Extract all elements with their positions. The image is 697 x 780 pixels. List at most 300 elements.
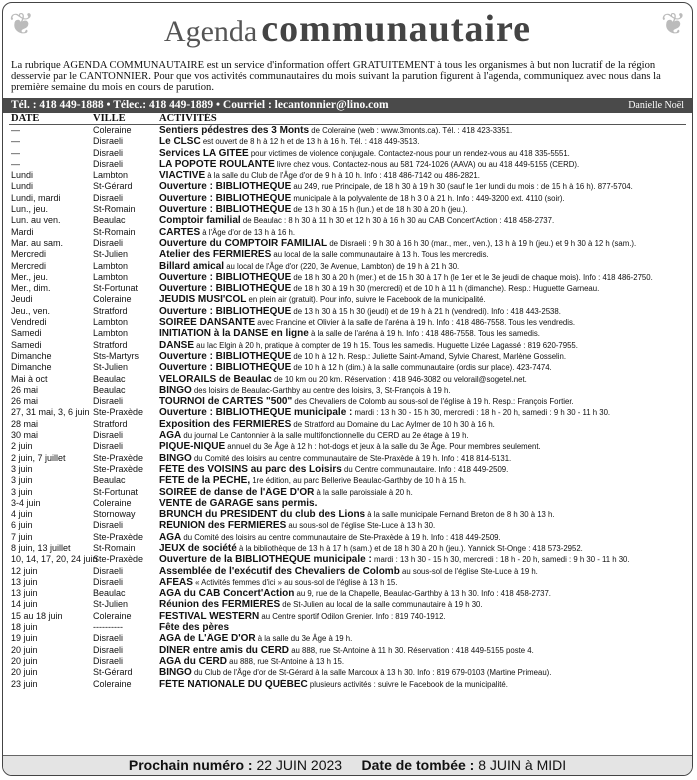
row-activity-details: au 888, rue St-Antoine à 11 h 30. Réservation : 418 449-5155 poste 4. <box>289 645 534 655</box>
row-activity-details: au 888, rue St-Antoine à 13 h 15. <box>226 656 345 666</box>
row-date: — <box>11 125 20 135</box>
row-activity <box>159 374 689 385</box>
row-activity-title: LA POPOTE ROULANTE <box>159 158 275 170</box>
column-activites: ACTIVITÉS <box>159 113 217 124</box>
row-date: Jeu., ven. <box>11 305 51 316</box>
row-activity-details: au sous-sol de l'église Ste-Luce à 13 h 30. <box>286 521 436 531</box>
row-ville: Disraeli <box>93 633 124 644</box>
row-activity-details: de 10 h à 12 h. Resp.: Juliette Saint-Amand, Sylvie Charest, Marlène Gosselin. <box>291 351 567 361</box>
row-activity-title: FÊTE NATIONALE DU QUÉBEC <box>159 678 308 690</box>
row-activity <box>159 656 689 667</box>
table-row <box>9 136 686 147</box>
row-activity-title: VENTE de GARAGE sans permis. <box>159 497 318 509</box>
row-activity-details: au sous-sol de l'église Ste-Luce à 19 h. <box>399 566 538 576</box>
table-row <box>9 328 686 339</box>
table-row <box>9 317 686 328</box>
agenda-list <box>9 125 686 690</box>
row-ville: Lambton <box>93 260 129 271</box>
row-ville: Beaulac <box>93 215 126 226</box>
table-row <box>9 249 686 260</box>
row-date: 4 juin <box>11 509 33 520</box>
row-date: — <box>11 147 20 158</box>
row-activity-details: de 10 km ou 20 km. Réservation : 418 946-3082 ou velorail@sogetel.net. <box>271 374 527 384</box>
deadline-date: 8 JUIN à MIDI <box>478 757 567 773</box>
title-small: Agenda <box>163 15 258 48</box>
row-activity-title: Services LA GITÉE <box>159 147 249 159</box>
row-date: Dimanche <box>11 362 52 373</box>
column-ville: VILLE <box>93 113 126 124</box>
row-activity-title: Ouverture : BIBLIOTHÈQUE <box>159 192 292 204</box>
row-activity-title: SOIRÉE de danse de l'ÂGE D'OR <box>159 486 315 498</box>
row-date: 28 mai <box>11 418 39 429</box>
table-row <box>9 283 686 294</box>
row-activity-title: Ouverture : BIBLIOTHÈQUE <box>159 283 292 295</box>
table-row <box>9 238 686 249</box>
row-activity-title: DÎNER entre amis du CERD <box>159 644 290 656</box>
row-date: Mer., dim. <box>11 283 51 294</box>
row-date: 13 juin <box>11 576 38 587</box>
row-date: 20 juin <box>11 667 38 678</box>
row-activity <box>159 599 689 610</box>
row-ville: Stornoway <box>93 509 136 520</box>
table-row <box>9 554 686 565</box>
row-activity-details: « Activités femmes d'ici » au sous-sol de l'église à 13 h 15. <box>192 577 398 587</box>
row-activity <box>159 577 689 588</box>
row-activity-title: Fête des pères <box>159 622 230 634</box>
agenda-frame <box>2 2 693 776</box>
row-date: Lun. au ven. <box>11 215 61 226</box>
row-date: Mar. au sam. <box>11 237 64 248</box>
ornament-left-icon: ❦ <box>9 8 35 41</box>
row-activity <box>159 261 689 272</box>
row-activity <box>159 645 689 656</box>
row-activity <box>159 633 689 644</box>
row-activity-title: AGA du CAB Concert'Action <box>159 588 295 600</box>
table-row <box>9 227 686 238</box>
row-ville: St-Romain <box>93 204 136 215</box>
row-date: 15 au 18 juin <box>11 610 63 621</box>
row-date: Lun., jeu. <box>11 204 49 215</box>
row-activity-details: au Centre sportif Odilon Grenier. Info : 819 740-1912. <box>259 611 446 621</box>
row-activity <box>159 136 689 147</box>
table-row <box>9 294 686 305</box>
table-row <box>9 272 686 283</box>
row-ville: Disraeli <box>93 565 124 576</box>
row-date: 14 juin <box>11 599 38 610</box>
row-activity-title: Ouverture : BIBLIOTHÈQUE <box>159 204 292 216</box>
row-activity-details: à la salle du Club de l'Âge d'or de 9 h à 10 h. Info : 418 486-7142 ou 486-2821. <box>205 171 480 181</box>
row-activity-details: mardi : 13 h 30 - 15 h 30, mercredi : 18 h - 20 h, samedi : 9 h 30 - 11 h 30. <box>371 555 630 565</box>
row-ville: St-Romain <box>93 542 136 553</box>
row-ville: Sts-Martyrs <box>93 350 139 361</box>
table-row <box>9 543 686 554</box>
table-row <box>9 520 686 531</box>
row-activity-details: à la salle paroissiale à 20 h. <box>314 487 413 497</box>
row-activity-title: FÊTE de la PÊCHE, <box>159 475 251 487</box>
row-activity-details: municipale à la polyvalente de 18 h 3 0 à 21 h. Info : 449-3200 ext. 4110 (soir). <box>291 193 565 203</box>
row-activity-details: du Centre communautaire. Info : 418 449-2509. <box>341 464 509 474</box>
row-date: Mercredi <box>11 260 47 271</box>
row-activity <box>159 554 689 565</box>
row-ville: Disraeli <box>93 192 124 203</box>
table-row <box>9 645 686 656</box>
row-activity <box>159 204 689 215</box>
row-activity-title: AFEAS <box>159 576 193 588</box>
row-activity-details: 1re édition, au parc Bellerive Beaulac-Garthby de 10 h à 15 h. <box>250 476 466 486</box>
row-activity-details: est ouvert de 8 h à 12 h et de 13 h à 16 h. Tél. : 418 449-3513. <box>200 137 420 147</box>
row-ville: Stratford <box>93 305 128 316</box>
row-ville: ---------- <box>93 622 123 633</box>
row-activity-details: du journal Le Cantonnier à la salle multifonctionnelle du CERD au 2e étage à 19 h. <box>181 431 469 441</box>
row-activity-details: de St-Julien au local de la salle communautaire à 19 h 30. <box>280 600 483 610</box>
row-activity-title: AGA <box>159 531 182 543</box>
row-ville: Coleraine <box>93 678 132 689</box>
row-activity-details: de 13 h 30 à 15 h 30 (jeudi) et de 19 h à 21 h (vendredi). Info : 418 443-2538. <box>291 306 561 316</box>
row-activity <box>159 215 689 226</box>
table-row <box>9 340 686 351</box>
row-ville: Disraeli <box>93 158 124 169</box>
row-activity-details: au lac Elgin à 20 h, pratique à compter de 19 h 15. Tous les samedis. Huguette Lizée Lagassé : 819 620-7955. <box>194 340 578 350</box>
row-ville: Coleraine <box>93 294 132 305</box>
table-row <box>9 441 686 452</box>
row-date: Lundi <box>11 181 34 192</box>
row-date: 20 juin <box>11 644 38 655</box>
row-activity-details: avec Francine et Olivier à la salle de l'aréna à 19 h. Info : 418 486-7558. Tous les vendredis. <box>255 318 576 328</box>
page-title <box>3 7 692 51</box>
table-row <box>9 362 686 373</box>
table-row <box>9 374 686 385</box>
table-row <box>9 599 686 610</box>
row-activity-title: Ouverture de la BIBLIOTHÈQUE municipale : <box>159 554 372 566</box>
row-activity <box>159 611 689 622</box>
table-row <box>9 193 686 204</box>
table-row <box>9 656 686 667</box>
row-date: 3 juin <box>11 475 33 486</box>
row-activity-title: Comptoir familial <box>159 215 241 227</box>
row-activity-details: du Comité des loisirs au centre communautaire de Ste-Praxède à 19 h. Info : 418 814-5131. <box>191 453 512 463</box>
row-activity-title: Ouverture du COMPTOIR FAMILIAL <box>159 237 328 249</box>
row-ville: Disraeli <box>93 441 124 452</box>
row-date: Lundi <box>11 170 34 181</box>
row-activity <box>159 238 689 249</box>
row-date: 2 juin, 7 juillet <box>11 452 66 463</box>
row-activity-details: de Stratford au Domaine du Lac Aylmer de 10 h 30 à 16 h. <box>291 419 495 429</box>
column-date: DATE <box>11 113 40 124</box>
row-ville: Ste-Praxède <box>93 407 144 418</box>
row-activity <box>159 566 689 577</box>
row-activity-details: du Comité des loisirs au centre communautaire de Ste-Praxède à 19 h. Info : 418 449-2509. <box>181 532 501 542</box>
row-activity <box>159 430 689 441</box>
row-date: Lundi, mardi <box>11 192 61 203</box>
row-activity-title: BINGO <box>159 667 192 679</box>
row-activity-details: de 13 h 30 à 15 h (lun.) et de 18 h 30 à 20 h (jeu.). <box>291 205 468 215</box>
row-activity-details: plusieurs activités : suivre le Facebook de la municipalité. <box>307 679 508 689</box>
row-activity-title: VÉLORAILS de Beaulac <box>159 373 272 385</box>
row-activity <box>159 475 689 486</box>
row-activity <box>159 396 689 407</box>
row-activity-title: DANSE <box>159 339 195 351</box>
row-activity <box>159 170 689 181</box>
row-activity-title: JEUX de société <box>159 542 237 554</box>
deadline-label: Date de tombée : <box>361 757 475 773</box>
row-activity-details: de 10 h à 12 h (dim.) à la salle communautaire (ordis sur place). 423-7474. <box>291 363 552 373</box>
table-row <box>9 453 686 464</box>
row-activity-details: du Club de l'Âge d'or de St-Gérard à la salle Marcoux à 13 h 30. Info : 819 679-0103 (Martine Primeau). <box>191 668 552 678</box>
row-date: — <box>11 158 20 169</box>
table-row <box>9 181 686 192</box>
row-date: 8 juin, 13 juillet <box>11 542 71 553</box>
row-activity <box>159 227 689 238</box>
row-date: 12 juin <box>11 565 38 576</box>
row-activity-title: RÉUNION des FERMIÈRES <box>159 520 287 532</box>
row-date: 7 juin <box>11 531 33 542</box>
row-activity-title: FÊTE des VOISINS au parc des Loisirs <box>159 463 342 475</box>
row-activity <box>159 543 689 554</box>
row-date: Dimanche <box>11 350 52 361</box>
table-row <box>9 577 686 588</box>
row-activity-details: de 18 h 30 à 20 h (mer.) et de 15 h 30 à 17 h (le 1er et le 3e jeudi de chaque mois). Info : 418 486-2750. <box>291 272 653 282</box>
row-activity-title: BINGO <box>159 384 192 396</box>
table-row <box>9 407 686 418</box>
row-activity-details: à la salle du 3e Âge à 19 h. <box>255 634 353 644</box>
table-row <box>9 611 686 622</box>
row-activity-title: AGA du CERD <box>159 655 227 667</box>
row-activity <box>159 294 689 305</box>
row-activity <box>159 306 689 317</box>
row-ville: St-Gérard <box>93 667 133 678</box>
row-date: 19 juin <box>11 633 38 644</box>
row-date: Mai à oct <box>11 373 48 384</box>
row-date: 30 mai <box>11 430 39 441</box>
table-row <box>9 170 686 181</box>
row-ville: Disraeli <box>93 576 124 587</box>
row-activity <box>159 487 689 498</box>
title-banner <box>3 3 692 58</box>
row-ville: Lambton <box>93 170 129 181</box>
row-activity-details: au 249, rue Principale, de 18 h 30 à 19 h 30 (sauf le 1er lundi du mois : de 15 h à 16 h). 877-5704. <box>291 182 633 192</box>
row-date: Samedi <box>11 328 42 339</box>
table-row <box>9 464 686 475</box>
row-ville: Ste-Praxède <box>93 452 144 463</box>
row-activity-title: Ouverture : BIBLIOTHÈQUE municipale : <box>159 407 353 419</box>
table-row <box>9 475 686 486</box>
row-date: 27, 31 mai, 3, 6 juin <box>11 407 90 418</box>
row-activity <box>159 385 689 396</box>
row-ville: Stratford <box>93 418 128 429</box>
row-date: 3 juin <box>11 486 33 497</box>
row-activity-title: BRUNCH du PRÉSIDENT du club des Lions <box>159 509 366 521</box>
column-headers <box>9 113 686 125</box>
row-ville: Disraeli <box>93 396 124 407</box>
row-activity <box>159 588 689 599</box>
row-activity <box>159 125 689 136</box>
row-activity <box>159 464 689 475</box>
row-activity-title: JEUDIS MUSI'COL <box>159 294 247 306</box>
row-ville: Coleraine <box>93 610 132 621</box>
row-date: 6 juin <box>11 520 33 531</box>
row-date: 3 juin <box>11 463 33 474</box>
table-row <box>9 667 686 678</box>
table-row <box>9 306 686 317</box>
row-date: Vendredi <box>11 317 47 328</box>
intro-text: La rubrique AGENDA COMMUNAUTAIRE est un service d'information offert GRATUITEMENT à tous les organismes à but non lucratif de la région desservie par le CANTONNIER. Pour que vos activités communautaires du mois suivant la parution figurent à l'agenda, communiquez avec nous dans la première semaine du mois en cours de parution. <box>11 60 661 93</box>
row-date: 26 mai <box>11 396 39 407</box>
table-row <box>9 419 686 430</box>
table-row <box>9 487 686 498</box>
row-activity <box>159 532 689 543</box>
row-activity <box>159 419 689 430</box>
row-activity-details: pour victimes de violence conjugale. Contactez-nous pour un rendez-vous au 418 335-5551. <box>248 148 570 158</box>
row-activity <box>159 351 689 362</box>
row-date: Jeudi <box>11 294 33 305</box>
row-ville: St-Julien <box>93 249 129 260</box>
row-activity <box>159 362 689 373</box>
table-row <box>9 261 686 272</box>
row-date: Samedi <box>11 339 42 350</box>
row-activity <box>159 272 689 283</box>
row-activity-title: Ouverture : BIBLIOTHÈQUE <box>159 181 292 193</box>
row-ville: Lambton <box>93 328 129 339</box>
row-activity-details: des Chevaliers de Colomb au sous-sol de l'église à 19 h. Resp.: François Fortier. <box>292 397 574 407</box>
row-activity-title: Ouverture : BIBLIOTHÈQUE <box>159 350 292 362</box>
row-activity <box>159 148 689 159</box>
row-activity-details: annuel du 3e Âge à 12 h : hot-dogs et jeux à la salle du 3e Âge. Pour membres seulement. <box>225 442 541 452</box>
row-date: 13 juin <box>11 588 38 599</box>
row-date: 18 juin <box>11 622 38 633</box>
row-activity-details: de 18 h 30 à 19 h 30 (mercredi) et de 10 h à 11 h (dimanche). Resp.: Huguette Garneau. <box>291 284 600 294</box>
table-row <box>9 622 686 633</box>
contact-bar <box>3 98 692 113</box>
table-row <box>9 215 686 226</box>
row-activity <box>159 249 689 260</box>
row-ville: Lambton <box>93 317 129 328</box>
table-row <box>9 351 686 362</box>
footer-bar <box>3 755 692 775</box>
row-activity-title: FESTIVAL WESTERN <box>159 610 260 622</box>
row-activity <box>159 159 689 170</box>
row-activity-title: Assemblée de l'exécutif des Chevaliers de Colomb <box>159 565 400 577</box>
table-row <box>9 148 686 159</box>
row-activity <box>159 317 689 328</box>
row-ville: Disraeli <box>93 644 124 655</box>
row-activity-title: Billard amical <box>159 260 225 272</box>
row-activity-details: livre chez vous. Contactez-nous au 581 724-1026 (AAVA) ou au 418 449-5155 (CERD). <box>274 159 580 169</box>
row-ville: Disraeli <box>93 237 124 248</box>
row-activity <box>159 340 689 351</box>
row-activity <box>159 283 689 294</box>
table-row <box>9 385 686 396</box>
row-activity <box>159 520 689 531</box>
table-row <box>9 396 686 407</box>
row-ville: Disraeli <box>93 520 124 531</box>
row-date: 23 juin <box>11 678 38 689</box>
table-row <box>9 430 686 441</box>
row-activity-title: Atelier des FERMIÈRES <box>159 249 272 261</box>
next-issue-date: 22 JUIN 2023 <box>256 757 343 773</box>
row-ville: St-Fortunat <box>93 283 139 294</box>
row-activity <box>159 193 689 204</box>
row-ville: Beaulac <box>93 475 126 486</box>
row-activity-title: Le CLSC <box>159 136 201 148</box>
row-activity <box>159 407 689 418</box>
row-ville: St-Romain <box>93 226 136 237</box>
row-activity-details: au local de la salle communautaire à 13 h. Tous les mercredis. <box>271 250 489 260</box>
table-row <box>9 159 686 170</box>
table-row <box>9 509 686 520</box>
row-ville: Disraeli <box>93 430 124 441</box>
row-date: 2 juin <box>11 441 33 452</box>
row-activity <box>159 622 689 633</box>
row-activity-details: de Beaulac : 8 h 30 à 11 h 30 et 12 h 30 à 16 h 30 au CAB Concert'Action : 418 458-2737. <box>240 216 555 226</box>
row-activity <box>159 453 689 464</box>
table-row <box>9 498 686 509</box>
contact-line: Tél. : 418 449-1888 • Télec.: 418 449-1889 • Courriel : lecantonnier@lino.com <box>11 99 389 111</box>
row-ville: St-Gérard <box>93 181 133 192</box>
row-activity-details: au local de l'Âge d'or (220, 3e Avenue, Lambton) de 19 h à 21 h 30. <box>224 261 460 271</box>
row-activity-title: VIACTIVE <box>159 170 206 182</box>
row-activity-details: à l'Âge d'or de 13 h à 16 h. <box>200 227 296 237</box>
row-ville: St-Fortunat <box>93 486 139 497</box>
table-row <box>9 588 686 599</box>
row-activity-details: mardi : 13 h 30 - 15 h 30, mercredi : 18 h - 20 h, samedi : 9 h 30 - 11 h 30. <box>352 408 611 418</box>
row-activity-title: AGA <box>159 430 182 442</box>
row-activity-details: de Disraeli : 9 h 30 à 16 h 30 (mar., mer., ven.), 13 h à 19 h (jeu.) et 9 h 30 à 12 h (sam.). <box>327 238 637 248</box>
row-date: 20 juin <box>11 655 38 666</box>
row-activity-title: PIQUE-NIQUE <box>159 441 226 453</box>
row-activity-title: Exposition des FERMIÈRES <box>159 418 292 430</box>
row-ville: Stratford <box>93 339 128 350</box>
row-date: 26 mai <box>11 384 39 395</box>
row-ville: Disraeli <box>93 147 124 158</box>
table-row <box>9 125 686 136</box>
row-date: Mardi <box>11 226 34 237</box>
row-activity <box>159 441 689 452</box>
table-row <box>9 532 686 543</box>
row-activity-title: INITIATION à la DANSE en ligne <box>159 328 309 340</box>
row-ville: Disraeli <box>93 655 124 666</box>
row-activity <box>159 328 689 339</box>
row-ville: Ste-Praxède <box>93 531 144 542</box>
author-name: Danielle Noël <box>628 100 684 111</box>
row-ville: Beaulac <box>93 588 126 599</box>
row-date: — <box>11 136 20 147</box>
row-activity-title: CARTES <box>159 226 201 238</box>
row-activity <box>159 679 689 690</box>
table-row <box>9 633 686 644</box>
table-row <box>9 566 686 577</box>
row-activity-title: BINGO <box>159 452 192 464</box>
next-issue-label: Prochain numéro : <box>128 757 253 773</box>
row-ville: Coleraine <box>93 497 132 508</box>
row-activity-title: Réunion des FERMIÈRES <box>159 599 281 611</box>
row-ville: St-Julien <box>93 362 129 373</box>
row-activity-title: TOURNOI de CARTES "500" <box>159 396 293 408</box>
row-ville: St-Julien <box>93 599 129 610</box>
row-activity-title: Ouverture : BIBLIOTHÈQUE <box>159 305 292 317</box>
row-ville: Lambton <box>93 271 129 282</box>
row-activity-title: AGA de L'ÂGE D'OR <box>159 633 256 645</box>
row-ville: Beaulac <box>93 373 126 384</box>
row-date: Mercredi <box>11 249 47 260</box>
row-activity-title: Ouverture : BIBLIOTHÈQUE <box>159 362 292 374</box>
row-activity-details: des loisirs de Beaulac-Garthby au centre des loisirs, 3, St-François à 19 h. <box>191 385 451 395</box>
row-activity-title: Ouverture : BIBLIOTHÈQUE <box>159 271 292 283</box>
row-activity-details: à la salle municipale Fernand Breton de 8 h 30 à 13 h. <box>365 510 555 520</box>
row-activity <box>159 181 689 192</box>
row-activity <box>159 498 689 509</box>
row-ville: Ste-Praxède <box>93 554 144 565</box>
row-date: 3-4 juin <box>11 497 41 508</box>
